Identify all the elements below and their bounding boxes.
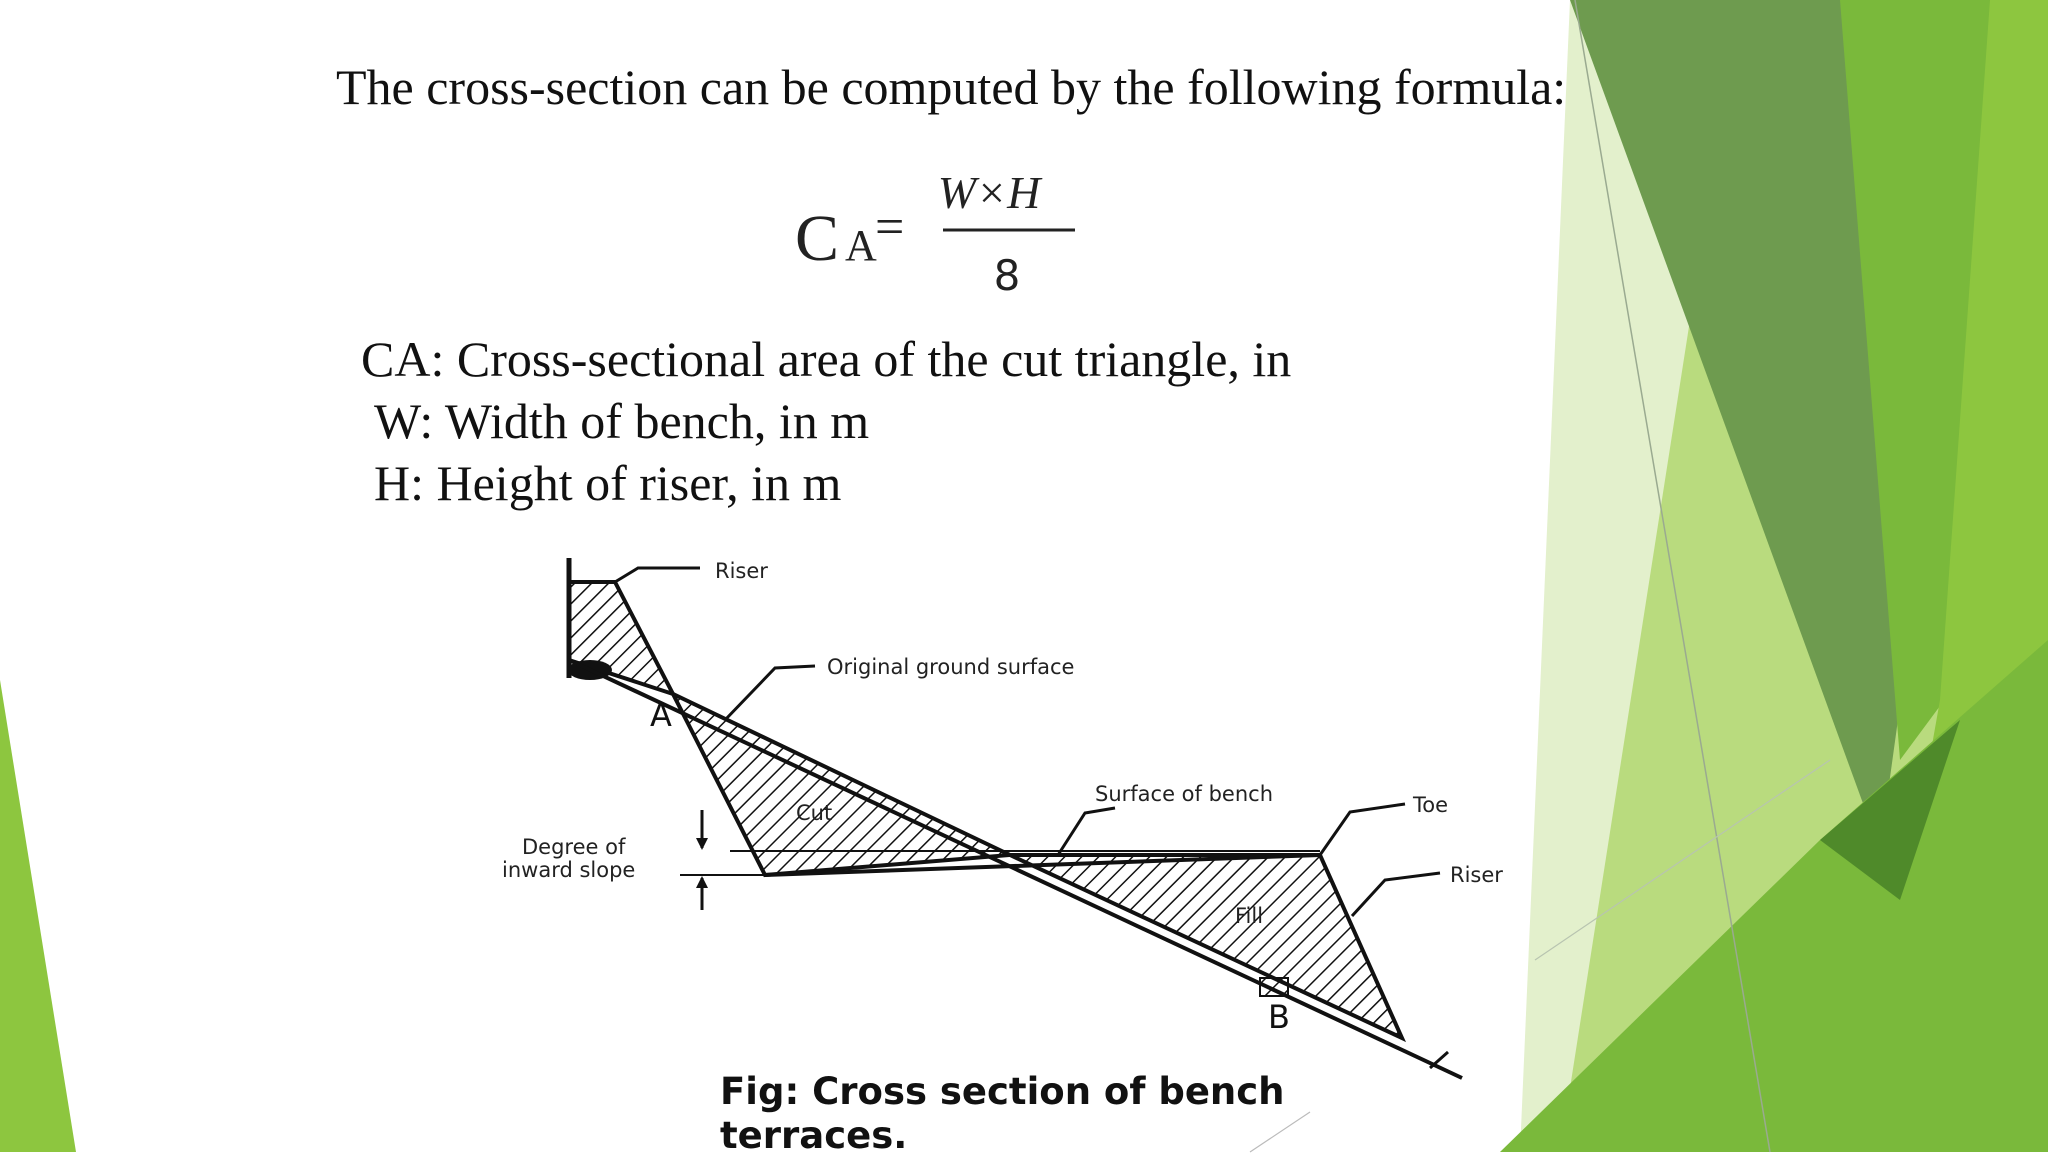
label-degree-line1: Degree of — [522, 835, 626, 859]
formula-equals: = — [875, 199, 905, 256]
leader-riser-right — [1352, 873, 1440, 916]
label-degree-line2: inward slope — [502, 858, 636, 882]
definition-ca: CA: Cross-sectional area of the cut triangle, in — [361, 331, 1292, 387]
label-riser-right: Riser — [1450, 863, 1503, 887]
slide-title: The cross-section can be computed by the following formula: — [336, 59, 1567, 115]
label-riser-top: Riser — [715, 559, 768, 583]
label-surface-of-bench: Surface of bench — [1095, 782, 1274, 806]
formula-numerator: W×H — [937, 167, 1041, 218]
formula — [795, 160, 1085, 300]
definition-h: H: Height of riser, in m — [374, 455, 842, 511]
b-marker-hatch — [1260, 978, 1288, 996]
label-original-ground: Original ground surface — [827, 655, 1075, 679]
formula-lhs: C — [795, 202, 840, 275]
left-green-sliver — [0, 680, 76, 1152]
formula-lhs-subscript: A — [845, 221, 877, 270]
formula-denominator: 8 — [993, 251, 1021, 300]
label-toe: Toe — [1413, 793, 1449, 817]
leader-riser-top — [615, 568, 700, 582]
label-cut: Cut — [796, 801, 833, 825]
label-point-b: B — [1268, 998, 1290, 1036]
degree-arrowhead-bottom — [696, 876, 708, 888]
figure-caption: Fig: Cross section of bench terraces. — [720, 1070, 1285, 1157]
leader-bench-surface — [1058, 808, 1115, 855]
leader-original-ground — [725, 666, 815, 720]
bench-terrace-diagram — [490, 548, 1503, 1088]
definition-w: W: Width of bench, in m — [374, 393, 870, 449]
cut-triangle — [673, 694, 1010, 875]
label-fill: Fill — [1235, 904, 1264, 928]
fill-triangle — [1010, 855, 1402, 1038]
leader-toe — [1320, 804, 1405, 855]
degree-arrowhead-top — [696, 838, 708, 850]
label-point-a: A — [650, 696, 672, 734]
